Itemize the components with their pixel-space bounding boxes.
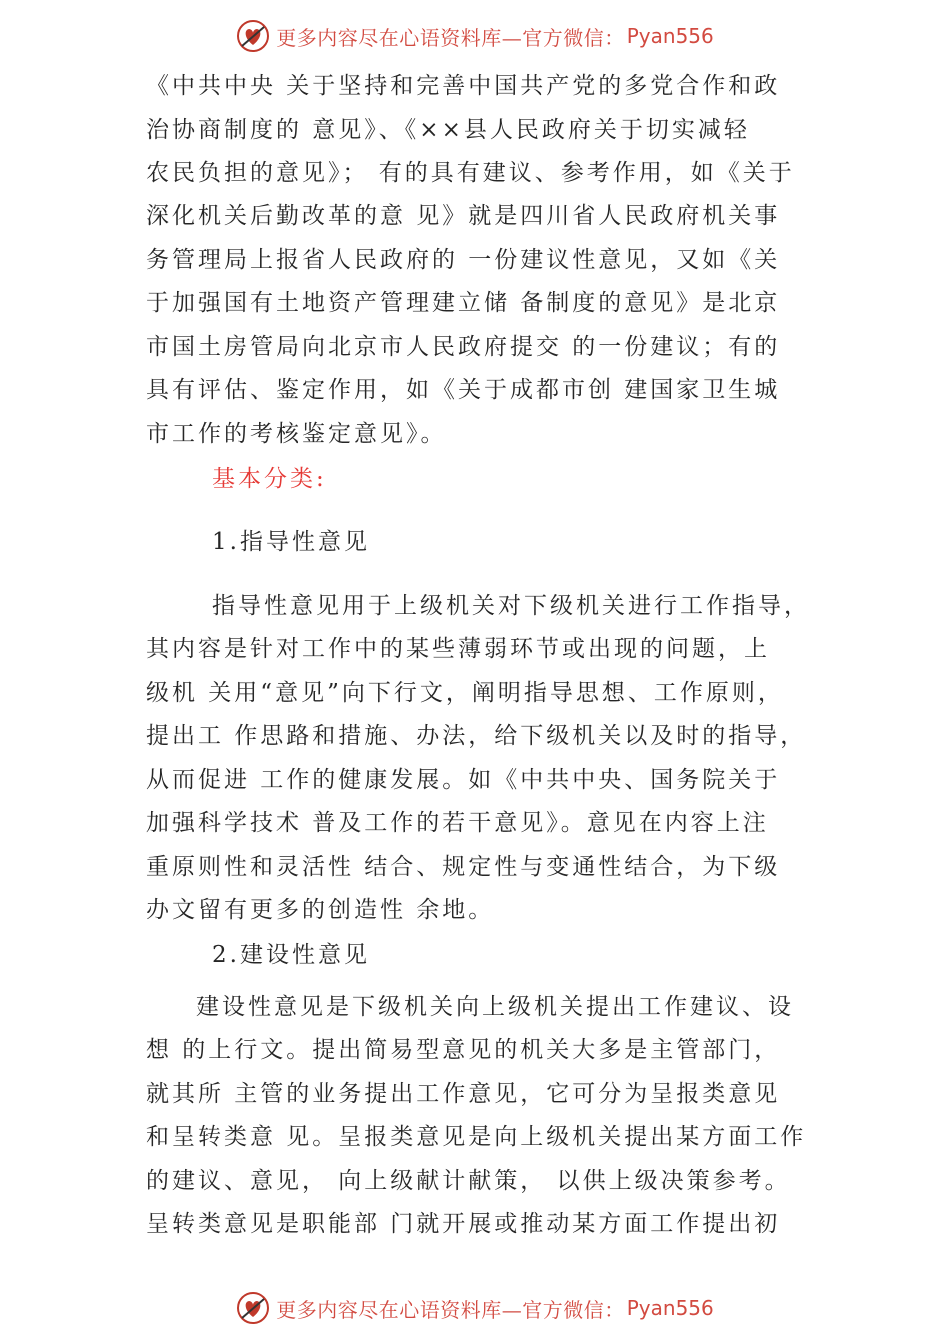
text-line: 级机 关用“意见”向下行文，阐明指导思想、工作原则， — [146, 680, 784, 706]
text-line: 市国土房管局向北京市人民政府提交 的一份建议；有的 — [146, 334, 781, 360]
text-line: 农民负担的意见》； 有的具有建议、参考作用，如《关于 — [146, 160, 795, 186]
text-line: 想 的上行文。提出简易型意见的机关大多是主管部门， — [146, 1037, 781, 1063]
banner-text: 更多内容尽在心语资料库—官方微信： — [276, 25, 625, 50]
banner-text: 更多内容尽在心语资料库—官方微信： — [276, 1297, 625, 1322]
text-line: 具有评估、鉴定作用，如《关于成都市创 建国家卫生城 — [146, 377, 781, 403]
text-line: 建设性意见是下级机关向上级机关提出工作建议、设 — [196, 994, 794, 1020]
text-line: 提出工 作思路和措施、办法，给下级机关以及时的指导， — [146, 723, 807, 749]
text-line: 就其所 主管的业务提出工作意见，它可分为呈报类意见 — [146, 1081, 781, 1107]
wechat-id: Pyan556 — [626, 1296, 714, 1320]
heart-logo-icon — [236, 19, 270, 53]
wechat-id: Pyan556 — [626, 24, 714, 48]
text-line: 的建议、意见， 向上级献计献策， 以供上级决策参考。 — [146, 1168, 791, 1194]
text-line: 深化机关后勤改革的意 见》就是四川省人民政府机关事 — [146, 203, 781, 229]
text-line: 和呈转类意 见。呈报类意见是向上级机关提出某方面工作 — [146, 1124, 807, 1150]
header-banner — [0, 16, 950, 56]
text-line: 呈转类意见是职能部 门就开展或推动某方面工作提出初 — [146, 1211, 781, 1237]
text-line: 务管理局上报省人民政府的 一份建议性意见，又如《关 — [146, 247, 781, 273]
subsection-title: 2.建设性意见 — [212, 942, 370, 968]
subsection-title: 1.指导性意见 — [212, 529, 370, 555]
section-heading: 基本分类: — [212, 466, 327, 492]
text-line: 于加强国有土地资产管理建立储 备制度的意见》是北京 — [146, 290, 781, 316]
text-line: 加强科学技术 普及工作的若干意见》。意见在内容上注 — [146, 810, 769, 836]
text-line: 重原则性和灵活性 结合、规定性与变通性结合，为下级 — [146, 854, 781, 880]
text-line: 市工作的考核鉴定意见》。 — [146, 421, 447, 447]
text-line: 其内容是针对工作中的某些薄弱环节或出现的问题，上 — [146, 636, 770, 662]
text-line: 从而促进 工作的健康发展。如《中共中央、国务院关于 — [146, 767, 781, 793]
heart-logo-icon — [236, 1291, 270, 1325]
text-line: 治协商制度的 意见》、《××县人民政府关于切实减轻 — [146, 117, 750, 143]
text-line: 办文留有更多的创造性 余地。 — [146, 897, 495, 923]
text-line: 《中共中央 关于坚持和完善中国共产党的多党合作和政 — [146, 73, 781, 99]
footer-banner — [0, 1288, 950, 1328]
text-line: 指导性意见用于上级机关对下级机关进行工作指导， — [212, 593, 810, 619]
